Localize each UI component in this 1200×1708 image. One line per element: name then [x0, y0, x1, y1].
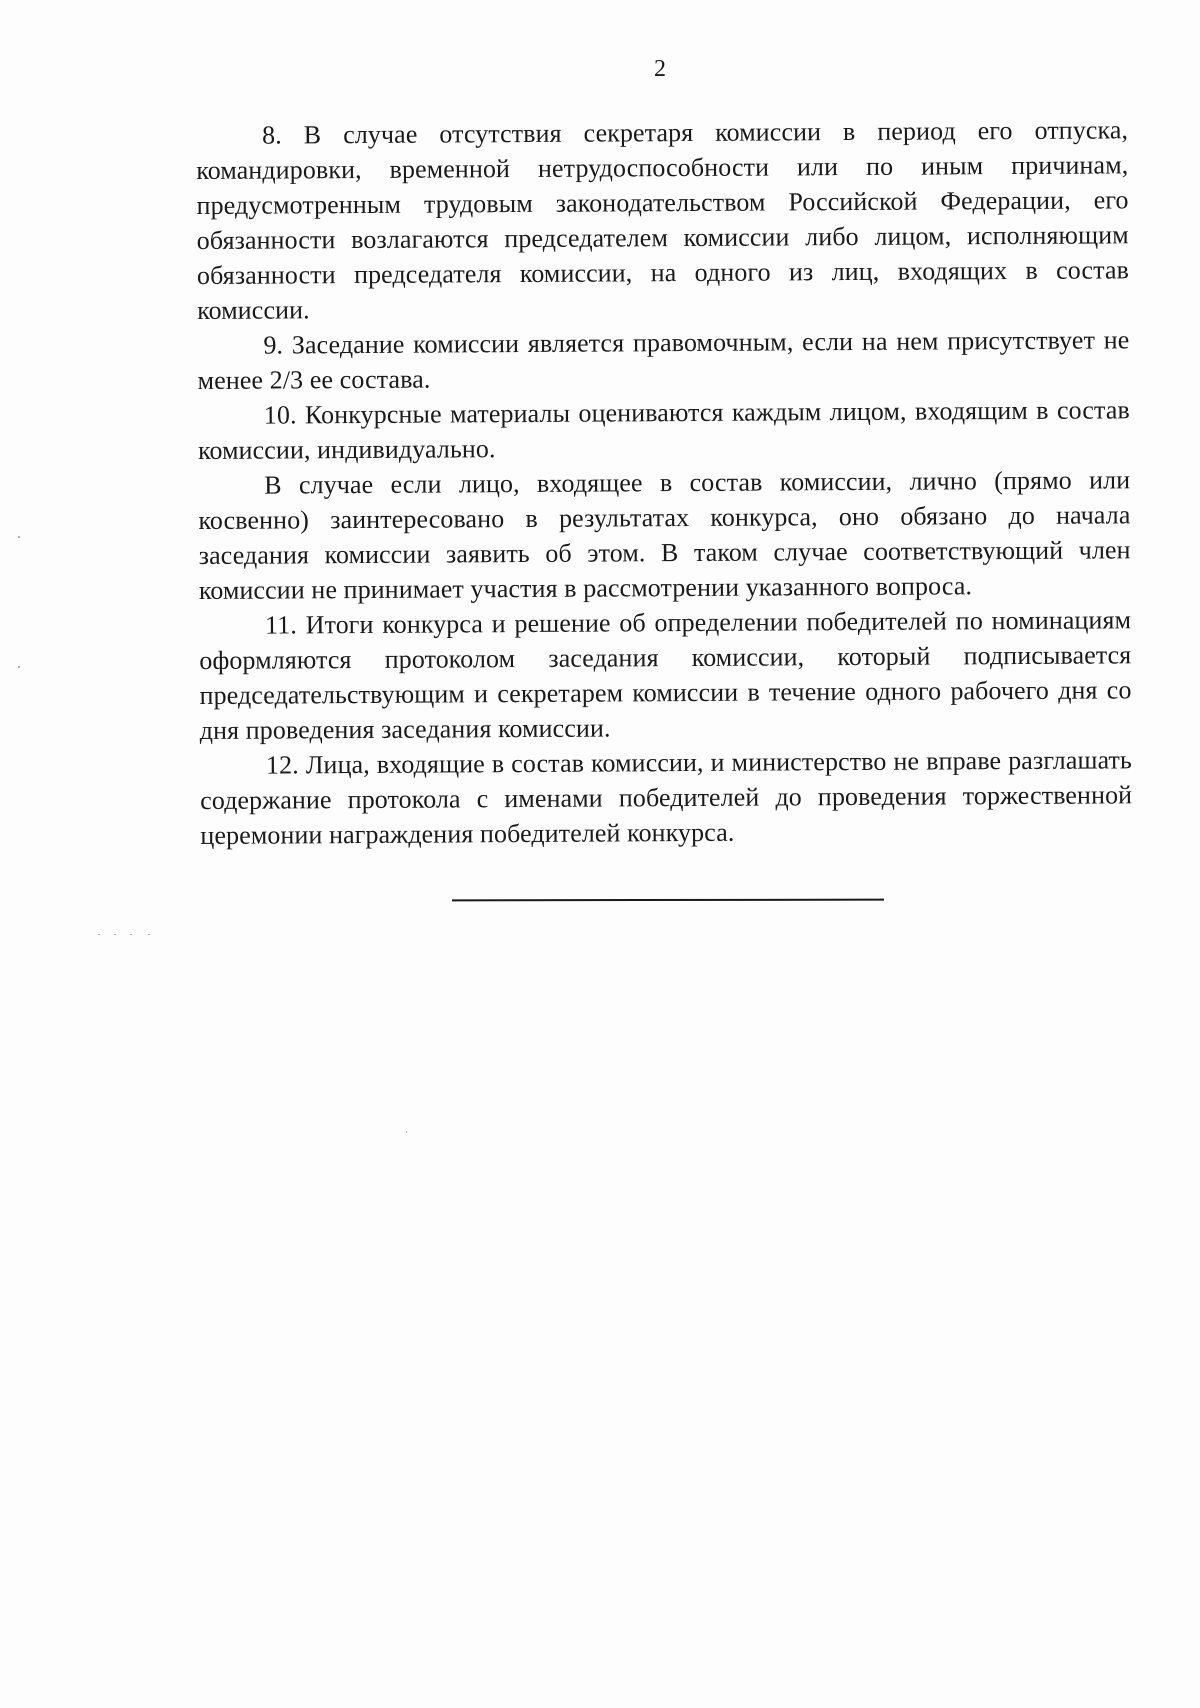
- scan-speck: [18, 666, 20, 668]
- paragraph-10-continued: В случае если лицо, входящее в состав комиссии, лично (прямо или косвенно) заинтересовано в результатах конкурса, оно обязано до начала заседания комиссии заявить об этом. В таком случае соответствующий член комиссии не принимает участия в рассмотрении указанного вопроса.: [198, 465, 1131, 605]
- scan-speck: [406, 1131, 407, 1133]
- scan-speck: [148, 934, 150, 935]
- document-body: [196, 112, 1132, 853]
- paragraph-11: 11. Итоги конкурса и решение об определении победителей по номинациям оформляются протоколом заседания комиссии, который подписывается председательствующим и секретарем комиссии в течение одного рабочего дня со дня проведения заседания комиссии.: [199, 605, 1132, 745]
- page-number: 2: [654, 56, 666, 82]
- scan-speck: [130, 934, 132, 935]
- end-of-text-rule: [452, 899, 884, 902]
- paragraph-12: 12. Лица, входящие в состав комиссии, и министерство не вправе разглашать содержание протокола с именами победителей до проведения торжественной церемонии награждения победителей конкурса.: [200, 745, 1133, 850]
- paragraph-9: 9. Заседание комиссии является правомочным, если на нем присутствует не менее 2/3 ее состава.: [197, 325, 1130, 395]
- paragraph-8: 8. В случае отсутствия секретаря комиссии в период его отпуска, командировки, временной нетрудоспособности или по иным причинам, предусмотренным трудовым законодательством Российской Федерации, его обязанности возлагаются председателем комиссии либо лицом, исполняющим обязанности председателя комиссии, на одного из лиц, входящих в состав комиссии.: [196, 115, 1130, 325]
- paragraph-10: 10. Конкурсные материалы оцениваются каждым лицом, входящим в состав комиссии, индивидуально.: [197, 395, 1130, 465]
- scan-speck: [98, 934, 100, 935]
- scan-speck: [18, 536, 20, 538]
- scan-speck: [114, 934, 116, 935]
